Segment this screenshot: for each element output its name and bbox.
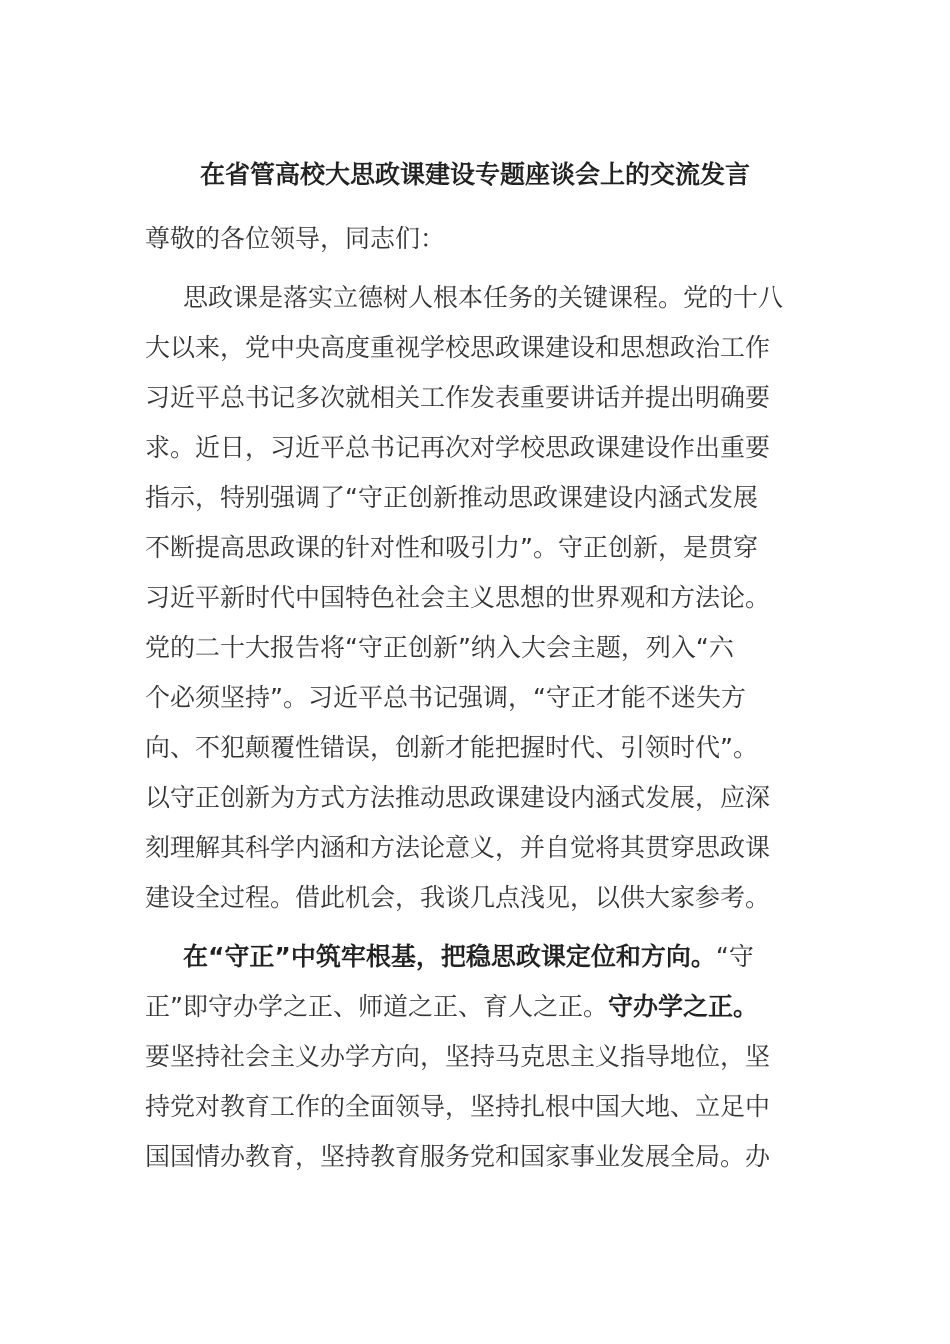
paragraph-line	[145, 932, 810, 982]
paragraph-line: 要坚持社会主义办学方向，坚持马克思主义指导地位，坚	[145, 1042, 771, 1071]
paragraph-line: 习近平总书记多次就相关工作发表重要讲话并提出明确要	[145, 383, 771, 412]
paragraph-line: 思政课是落实立德树人根本任务的关键课程。党的十八	[183, 283, 784, 312]
subsection-heading: 守办学之正。	[607, 992, 758, 1021]
paragraph-line: 习近平新时代中国特色社会主义思想的世界观和方法论。	[145, 583, 771, 612]
paragraph-line: 建设全过程。借此机会，我谈几点浅见，以供大家参考。	[145, 883, 771, 912]
paragraph-intro	[145, 273, 810, 923]
document-title: 在省管高校大思政课建设专题座谈会上的交流发言	[199, 160, 750, 189]
paragraph-line: 以守正创新为方式方法推动思政课建设内涵式发展，应深	[145, 783, 771, 812]
paragraph-line	[145, 982, 810, 1032]
paragraph-line: 刻理解其科学内涵和方法论意义，并自觉将其贯穿思政课	[145, 833, 771, 862]
paragraph-text: 正”即守办学之正、师道之正、育人之正。	[145, 992, 608, 1021]
paragraph-line: 大以来，党中央高度重视学校思政课建设和思想政治工作	[145, 333, 771, 362]
paragraph-shouzheng	[145, 932, 810, 1182]
paragraph-text: “守	[715, 942, 754, 971]
paragraph-line: 党的二十大报告将“守正创新”纳入大会主题，列入“六	[145, 633, 734, 662]
paragraph-line: 国国情办教育，坚持教育服务党和国家事业发展全局。办	[145, 1142, 771, 1171]
paragraph-line: 个必须坚持”。习近平总书记强调，“守正才能不迷失方	[145, 683, 746, 712]
paragraph-line: 求。近日，习近平总书记再次对学校思政课建设作出重要	[145, 433, 771, 462]
section-heading: 在“守正”中筑牢根基，把稳思政课定位和方向。	[183, 942, 716, 971]
paragraph-line: 持党对教育工作的全面领导，坚持扎根中国大地、立足中	[145, 1092, 771, 1121]
salutation: 尊敬的各位领导，同志们：	[145, 224, 446, 253]
paragraph-line: 不断提高思政课的针对性和吸引力”。守正创新，是贯穿	[145, 533, 758, 562]
paragraph-line: 向、不犯颠覆性错误，创新才能把握时代、引领时代”。	[145, 733, 758, 762]
paragraph-line: 指示，特别强调了“守正创新推动思政课建设内涵式发展	[145, 483, 758, 512]
